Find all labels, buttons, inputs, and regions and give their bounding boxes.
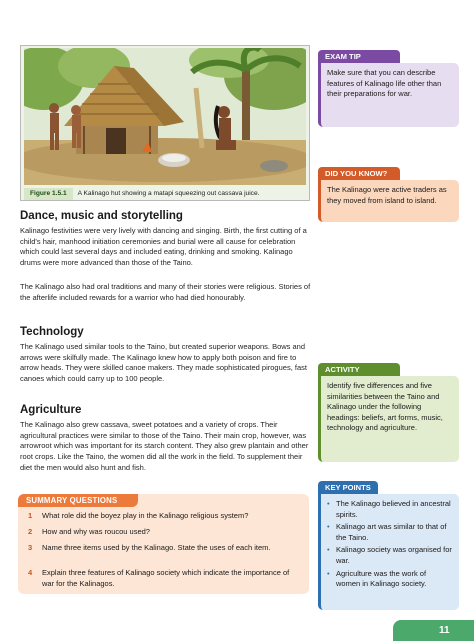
question-text: What role did the boyez play in the Kalinago religious system?	[42, 511, 249, 520]
paragraph-agriculture: The Kalinago also grew cassava, sweet potatoes and a variety of crops. Their agricultural practices were similar to those of the Taino. Their main crop, however, was arrowroot which was important for its starch content. They also grew plantain and other root crops. Like the Taino, the women did all the work in the field. To supplement their diet the men would also hunt and fish.	[20, 420, 309, 472]
paragraph-dance-2: The Kalinago also had oral traditions and many of their stories were religious. Stories of the afterlife included rewards for a warrior who had died honourably.	[20, 282, 311, 302]
bullet-icon: •	[327, 568, 330, 578]
key-point-item	[327, 569, 452, 590]
key-points-list	[318, 494, 459, 610]
question-number: 3	[28, 543, 33, 552]
did-you-know-title: DID YOU KNOW?	[318, 167, 400, 180]
exam-tip-text: Make sure that you can describe features of Kalinago life other than their preparations for war.	[318, 63, 459, 127]
activity-box	[318, 363, 459, 462]
question-number: 4	[28, 568, 33, 577]
activity-text: Identify five differences and five similarities between the Taino and Kalinago under the following headings: beliefs, art forms, music, technology and agriculture.	[318, 376, 459, 462]
figure-caption-text: A Kalinago hut showing a matapi squeezing out cassava juice.	[77, 190, 260, 197]
question-number: 1	[28, 511, 33, 520]
summary-questions-title: SUMMARY QUESTIONS	[18, 494, 138, 507]
summary-questions-box	[18, 494, 309, 594]
heading-technology: Technology	[20, 326, 84, 338]
summary-question-3	[28, 543, 300, 554]
kalinago-hut-illustration	[24, 48, 306, 185]
key-points-box	[318, 481, 459, 610]
key-point-item	[327, 522, 452, 543]
figure-caption	[24, 188, 306, 200]
hut-scene-image	[24, 48, 306, 185]
key-point-item	[327, 545, 452, 566]
question-text: How and why was roucou used?	[42, 527, 150, 536]
activity-title: ACTIVITY	[318, 363, 400, 376]
heading-dance: Dance, music and storytelling	[20, 210, 183, 222]
summary-question-2	[28, 527, 300, 538]
question-number: 2	[28, 527, 33, 536]
key-point-text: Agriculture was the work of women in Kalinago society.	[336, 568, 427, 589]
bullet-icon: •	[327, 545, 330, 555]
summary-question-1	[28, 511, 300, 522]
key-point-text: Kalinago society was organised for war.	[336, 545, 452, 565]
paragraph-technology: The Kalinago used similar tools to the Taino, but created superior weapons. Bows and arrows were skilfully made. The Kalinago knew how to apply both poison and fire to arrow heads. They were skilled canoe makers. They made sophisticated pirogues, fast canoes which could carry up to 100 people.	[20, 342, 307, 384]
page-number: 11	[393, 620, 474, 641]
bullet-icon: •	[327, 499, 330, 508]
summary-question-4	[28, 568, 300, 589]
paragraph-dance-1: Kalinago festivities were very lively with dancing and singing. Birth, the first cutting of a child's hair, manhood initiation ceremonies and burial were all cause for celebration which could last several days and included eating, drinking and smoking. Kalinago drums were more advanced than those of the Taino.	[20, 226, 307, 268]
key-point-text: Kalinago art was similar to that of the Taino.	[336, 522, 447, 542]
question-text: Name three items used by the Kalinago. State the uses of each item.	[42, 543, 271, 552]
bullet-icon: •	[327, 522, 330, 532]
exam-tip-box	[318, 50, 459, 127]
question-text: Explain three features of Kalinago society which indicate the importance of war for the Kalinagos.	[42, 568, 290, 588]
key-points-title: KEY POINTS	[318, 481, 378, 494]
did-you-know-box	[318, 167, 459, 222]
did-you-know-text: The Kalinago were active traders as they moved from island to island.	[318, 180, 459, 222]
exam-tip-title: EXAM TIP	[318, 50, 400, 63]
heading-agriculture: Agriculture	[20, 404, 82, 416]
figure-label: Figure 1.5.1	[24, 188, 73, 200]
key-point-item	[327, 499, 452, 520]
key-point-text: The Kalinago believed in ancestral spirits.	[336, 499, 451, 519]
